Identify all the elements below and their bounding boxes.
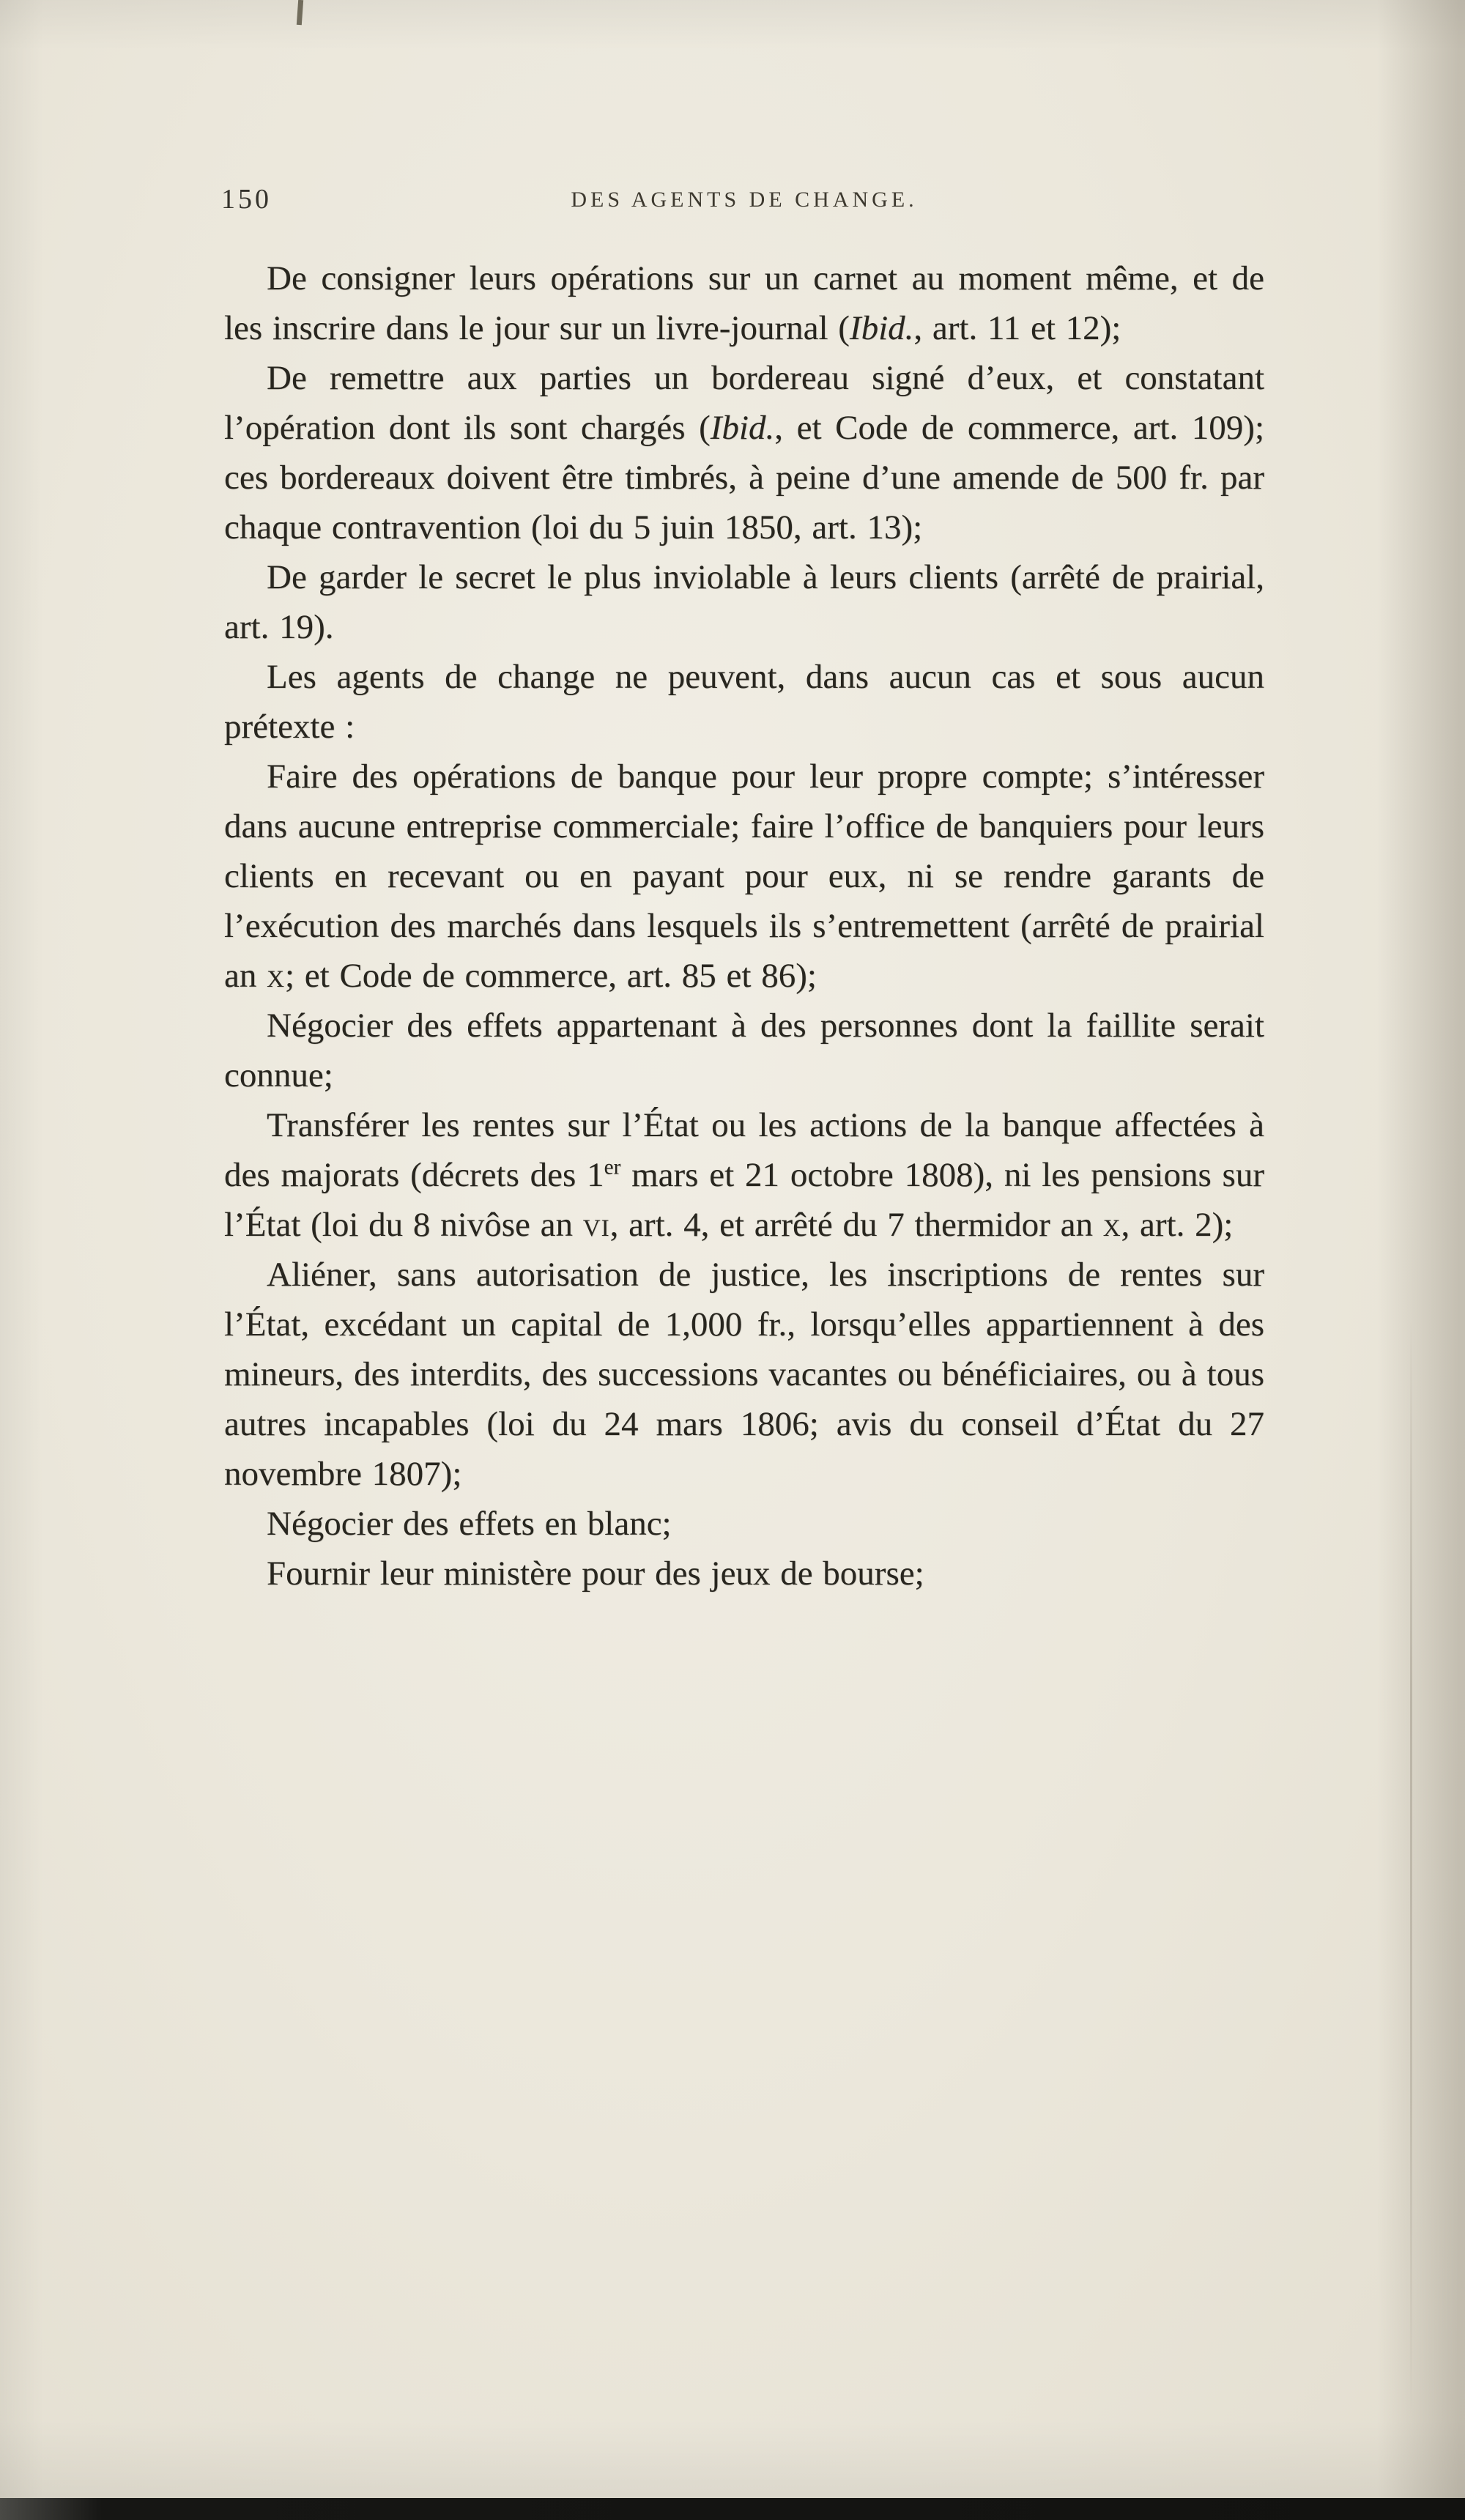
paper-crease <box>1410 1319 1412 2417</box>
paragraph <box>224 1499 1264 1549</box>
paragraph <box>224 1549 1264 1598</box>
paragraph <box>224 552 1264 652</box>
text-segment: Aliéner, sans autorisation de justice, les inscriptions de rentes sur l’État, excédant un capital de 1,000 fr., lorsqu’elles appartiennent à des mineurs, des interdits, des successions vacantes ou bénéficiaires, ou à tous autres incapables (loi du 24 mars 1806; avis du conseil d’État du 27 novembre 1807); <box>224 1256 1264 1493</box>
text-segment: Ibid. <box>710 409 775 447</box>
paragraph <box>224 1100 1264 1250</box>
text-segment: ; et Code de commerce, art. 85 et 86); <box>284 957 817 995</box>
text-segment: , art. 11 et 12); <box>913 309 1121 347</box>
text-segment: , et Code de commerce, art. 109); ces bordereaux doivent être timbrés, à peine d’une amende de 500 fr. par chaque contravention (loi du 5 juin 1850, art. 13); <box>224 409 1264 546</box>
paragraph <box>224 253 1264 353</box>
text-segment: Négocier des effets appartenant à des personnes dont la faillite serait connue; <box>224 1007 1264 1094</box>
paragraph <box>224 1001 1264 1100</box>
scan-bottom-edge <box>0 2498 1465 2520</box>
text-segment: , art. 2); <box>1121 1206 1234 1244</box>
text-segment: De consigner leurs opérations sur un carnet au moment même, et de les inscrire dans le jour sur un livre-journal ( <box>224 259 1264 347</box>
text-segment: De remettre aux parties un bordereau signé d’eux, et constatant l’opération dont ils sont chargés ( <box>224 359 1264 447</box>
paragraph <box>224 752 1264 1001</box>
text-column <box>221 180 1264 1598</box>
text-segment: Transférer les rentes sur l’État ou les actions de la banque affectées à des majorats (décrets des 1 <box>224 1106 1264 1194</box>
text-segment: Négocier des effets en blanc; <box>267 1505 672 1543</box>
text-segment: Faire des opérations de banque pour leur propre compte; s’intéresser dans aucune entreprise commerciale; faire l’office de banquiers pour leurs clients en recevant ou en payant pour eux, ni se rendre garants de l’exécution des marchés dans lesquels ils s’entremettent (arrêté de prairial an <box>224 757 1264 995</box>
text-segment: De garder le secret le plus inviolable à leurs clients (arrêté de prairial, art. 19). <box>224 558 1264 646</box>
scan-artifact-top-tick <box>297 0 303 25</box>
text-segment: mars et 21 octobre 1808), ni les pensions sur l’État (loi du 8 nivôse an <box>224 1156 1264 1244</box>
page-number: 150 <box>221 184 272 215</box>
paragraph <box>224 353 1264 552</box>
paragraph <box>224 1250 1264 1499</box>
paragraph <box>224 652 1264 752</box>
text-segment: Fournir leur ministère pour des jeux de bourse; <box>267 1554 924 1593</box>
text-segment: x <box>267 957 285 995</box>
text-segment: er <box>604 1155 621 1179</box>
text-segment: , art. 4, et arrêté du 7 thermidor an <box>609 1206 1103 1244</box>
text-segment: vi <box>582 1206 610 1244</box>
text-segment: Les agents de change ne peuvent, dans aucun cas et sous aucun prétexte : <box>224 658 1264 746</box>
text-segment: Ibid. <box>849 309 914 347</box>
running-header: DES AGENTS DE CHANGE. <box>571 188 918 212</box>
text-segment: x <box>1102 1206 1121 1244</box>
page-header <box>221 180 1264 253</box>
